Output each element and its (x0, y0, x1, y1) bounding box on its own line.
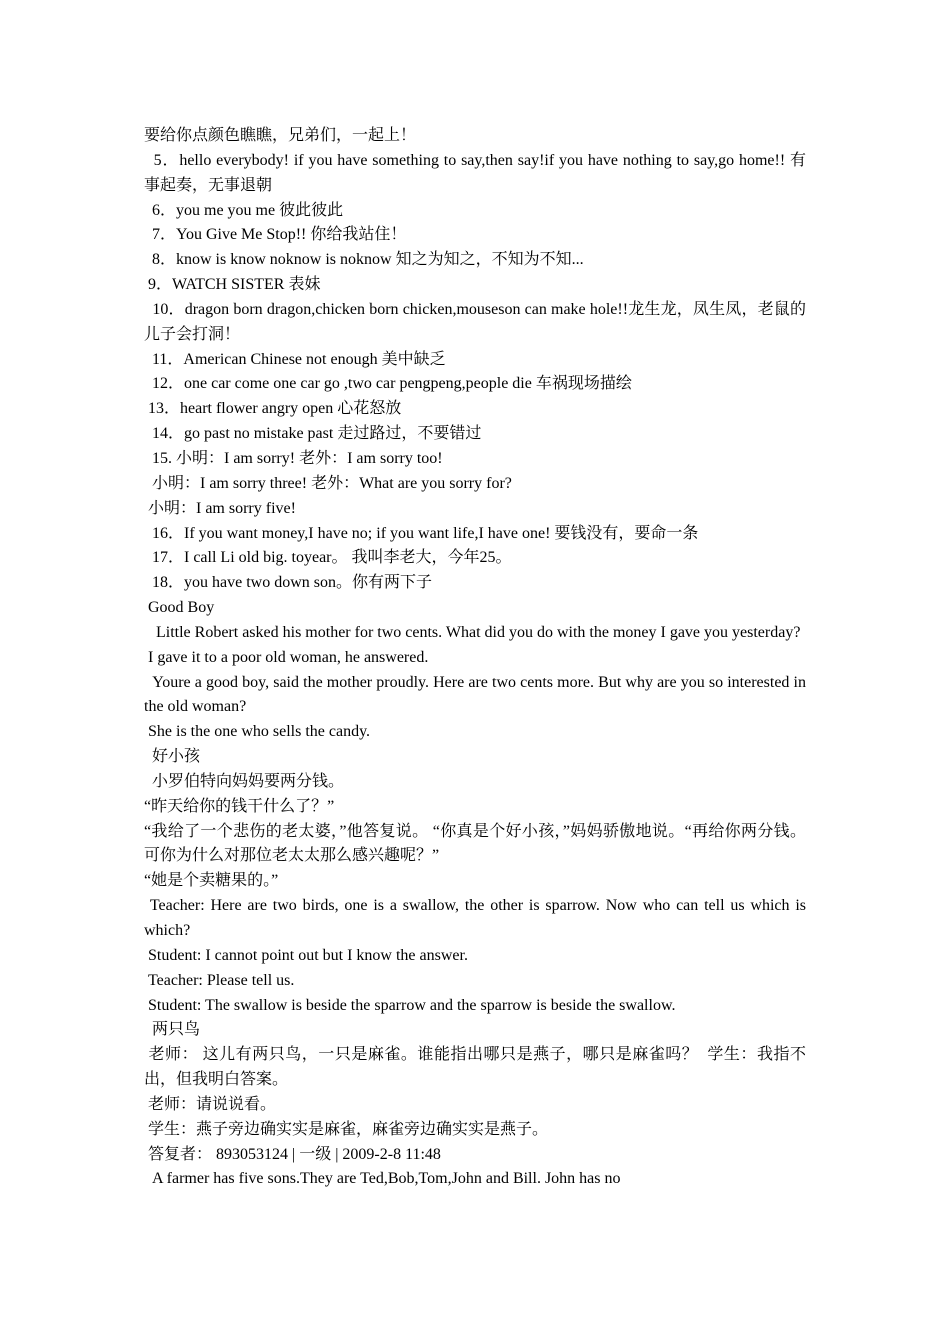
answer-meta: 答复者： 893053124 | 一级 | 2009-2-8 11:48 (144, 1145, 441, 1163)
text-line: 10．dragon born dragon,chicken born chicken,mouseson can make hole!!龙生龙，凤生凤，老鼠的儿子会打洞！ (144, 300, 806, 343)
text-line: Student: I cannot point out but I know the answer. (144, 946, 468, 964)
section-heading: 好小孩 (144, 748, 201, 766)
text-line: Little Robert asked his mother for two cents. What did you do with the money I gave you yesterday? (144, 623, 801, 641)
section-heading: 两只鸟 (144, 1021, 201, 1039)
text-line: I gave it to a poor old woman, he answered. (144, 648, 429, 666)
text-line: Teacher: Please tell us. (144, 971, 295, 989)
text-line: “她是个卖糖果的。” (144, 872, 279, 890)
text-line: 11．American Chinese not enough 美中缺乏 (144, 350, 446, 368)
text-line: Youre a good boy, said the mother proudly. Here are two cents more. But why are you so interested in the old woman? (144, 673, 810, 716)
text-line: 老师： 这儿有两只鸟，一只是麻雀。谁能指出哪只是燕子，哪只是麻雀吗？ 学生：我指不出，但我明白答案。 (144, 1046, 806, 1089)
text-line: 学生：燕子旁边确实实是麻雀，麻雀旁边确实实是燕子。 (144, 1120, 549, 1138)
text-line: 8．know is know noknow is noknow 知之为知之，不知为不知... (144, 251, 584, 269)
text-line: 12．one car come one car go ,two car pengpeng,people die 车祸现场描绘 (144, 375, 632, 393)
text-line: A farmer has five sons.They are Ted,Bob,Tom,John and Bill. John has no (144, 1170, 621, 1188)
text-line: 15. 小明：I am sorry! 老外：I am sorry too! (144, 449, 443, 467)
text-line: 老师：请说说看。 (144, 1095, 277, 1113)
text-line: 小罗伯特向妈妈要两分钱。 (144, 772, 345, 790)
text-line: 16．If you want money,I have no; if you want life,I have one! 要钱没有，要命一条 (144, 524, 699, 542)
text-line: 13．heart flower angry open 心花怒放 (144, 400, 402, 418)
text-line: 7．You Give Me Stop!! 你给我站住！ (144, 226, 407, 244)
text-line: 小明：I am sorry five! (144, 499, 296, 517)
text-line: “我给了一个悲伤的老太婆，”他答复说。 “你真是个好小孩，”妈妈骄傲地说。“再给你两分钱。可你为什么对那位老太太那么感兴趣呢？” (144, 822, 806, 865)
text-line: 14．go past no mistake past 走过路过，不要错过 (144, 425, 482, 443)
text-line: 5．hello everybody! if you have something to say,then say!if you have nothing to say,go home!! 有事起奏，无事退朝 (144, 151, 807, 194)
text-line: 6．you me you me 彼此彼此 (144, 201, 344, 219)
text-line: 要给你点颜色瞧瞧，兄弟们，一起上！ (144, 127, 417, 144)
text-line: Teacher: Here are two birds, one is a swallow, the other is sparrow. Now who can tell us which is which? (144, 897, 811, 939)
section-heading: Good Boy (144, 599, 215, 617)
document-page (144, 124, 811, 1192)
text-line: 17．I call Li old big. toyear。 我叫李老大，今年25。 (144, 549, 512, 567)
text-line: “昨天给你的钱干什么了？” (144, 797, 335, 815)
text-line: 18．you have two down son。你有两下子 (144, 574, 432, 592)
text-line: 小明：I am sorry three! 老外：What are you sorry for? (144, 474, 512, 492)
text-line: Student: The swallow is beside the sparrow and the sparrow is beside the swallow. (144, 996, 676, 1014)
text-line: 9．WATCH SISTER 表妹 (144, 276, 321, 294)
text-line: She is the one who sells the candy. (144, 723, 371, 741)
